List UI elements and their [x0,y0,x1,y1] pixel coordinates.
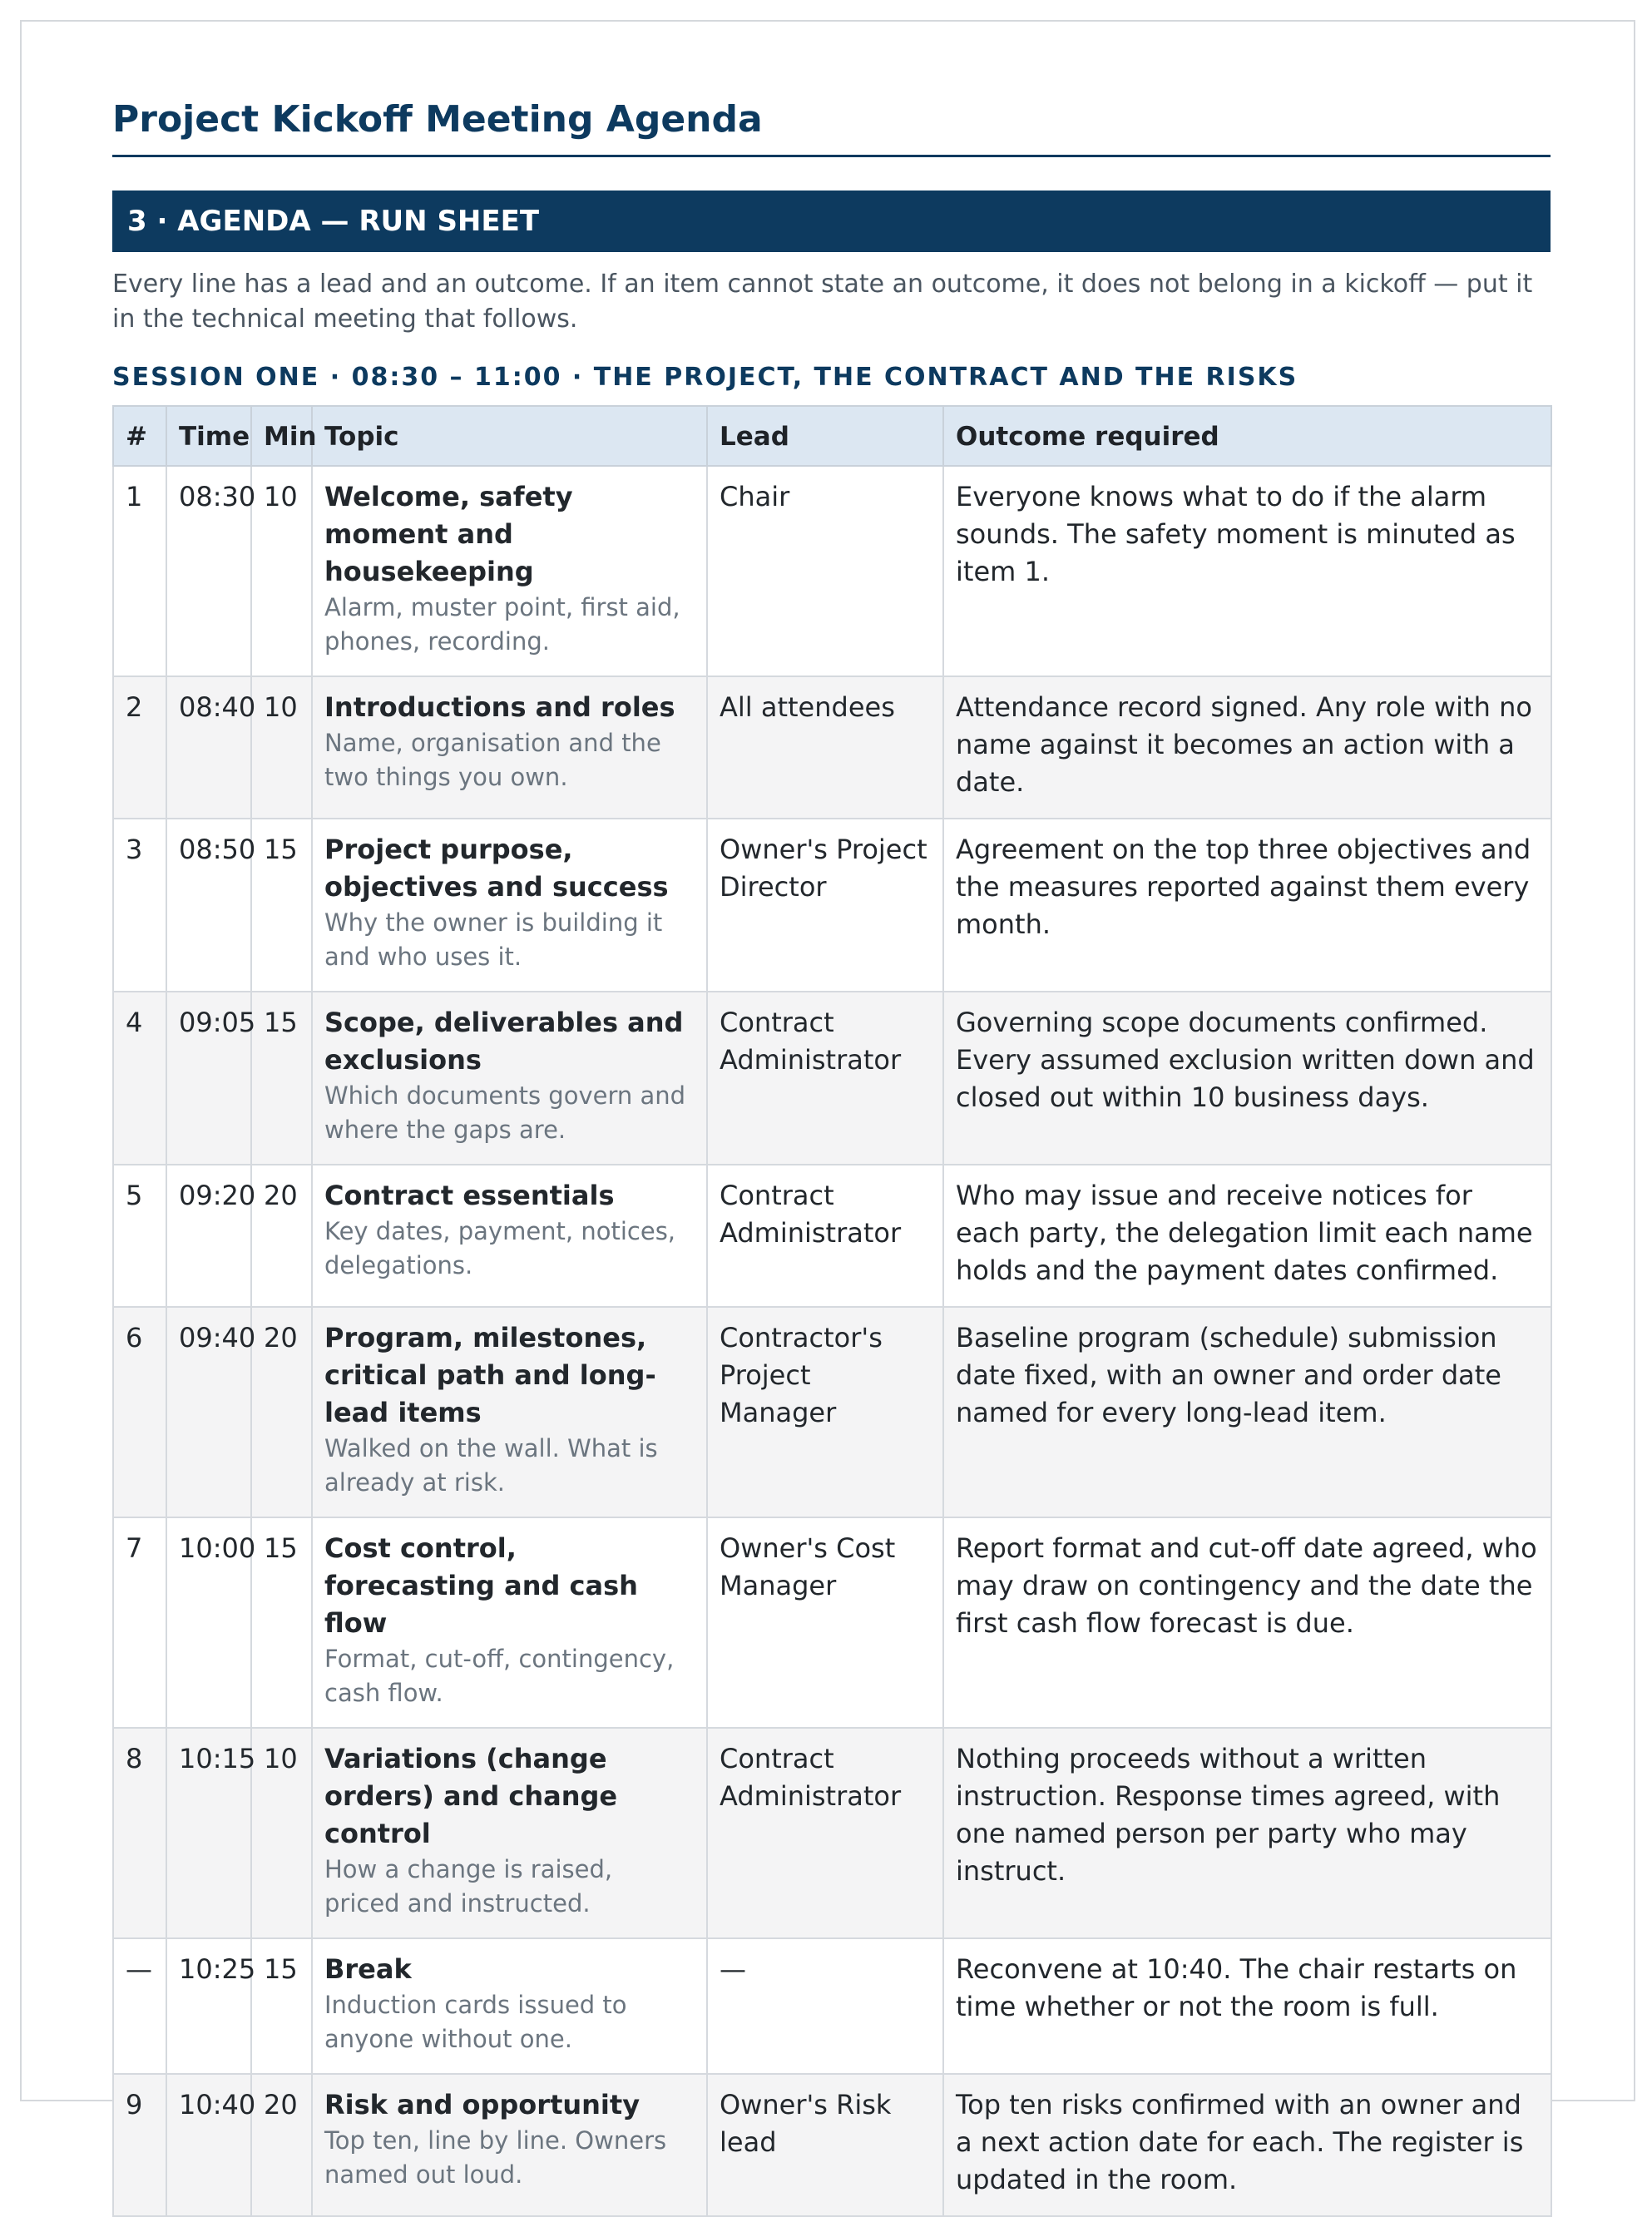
cell-outcome: Report format and cut-off date agreed, who may draw on contingency and the date the first cash flow forecast is due. [943,1517,1551,1728]
header-minutes: Min [251,406,312,466]
cell-outcome: Who may issue and receive notices for each party, the delegation limit each name holds and the payment dates confirmed. [943,1165,1551,1307]
intro-paragraph: Every line has a lead and an outcome. If an item cannot state an outcome, it does not belong in a kickoff — put it in the technical meeting that follows. [112,270,1533,334]
table-row [113,992,1551,1165]
cell-outcome: Attendance record signed. Any role with no name against it becomes an action with a date. [943,676,1551,819]
session-heading: SESSION ONE · 08:30 – 11:00 · THE PROJECT, THE CONTRACT AND THE RISKS [112,363,1298,392]
cell-outcome: Agreement on the top three objectives and the measures reported against them every month. [943,819,1551,992]
cell-lead: Contract Administrator [707,992,943,1165]
table-row [113,466,1551,676]
topic-description: Key dates, payment, notices, delegations. [324,1217,676,1279]
cell-minutes: 15 [251,1938,312,2074]
cell-time: 08:50 [166,819,251,992]
cell-topic [312,2074,707,2216]
cell-time: 09:20 [166,1165,251,1307]
cell-lead: — [707,1938,943,2074]
table-row [113,1938,1551,2074]
topic-description: Walked on the wall. What is already at risk. [324,1434,658,1497]
cell-time: 08:30 [166,466,251,676]
cell-time: 08:40 [166,676,251,819]
table-row [113,2074,1551,2216]
topic-description: Top ten, line by line. Owners named out loud. [324,2126,667,2189]
cell-minutes: 10 [251,676,312,819]
cell-lead: Owner's Risk lead [707,2074,943,2216]
table-row [113,676,1551,819]
cell-outcome: Top ten risks confirmed with an owner and a next action date for each. The register is updated in the room. [943,2074,1551,2216]
header-lead: Lead [707,406,943,466]
agenda-table-body [113,466,1551,2216]
cell-topic [312,1728,707,1938]
cell-minutes: 20 [251,2074,312,2216]
topic-description: Induction cards issued to anyone without one. [324,1991,627,2053]
topic-title: Break [324,1953,412,1985]
table-row [113,1517,1551,1728]
cell-time: 10:15 [166,1728,251,1938]
cell-minutes: 15 [251,992,312,1165]
topic-description: Why the owner is building it and who uses it. [324,908,663,971]
header-number: # [113,406,166,466]
cell-number: 4 [113,992,166,1165]
topic-title: Introductions and roles [324,691,675,723]
topic-description: Alarm, muster point, first aid, phones, recording. [324,593,680,656]
topic-title: Scope, deliverables and exclusions [324,1007,684,1076]
table-row [113,1307,1551,1517]
cell-outcome: Baseline program (schedule) submission date fixed, with an owner and order date named for every long-lead item. [943,1307,1551,1517]
cell-lead: Contract Administrator [707,1165,943,1307]
cell-time: 10:40 [166,2074,251,2216]
cell-number: 5 [113,1165,166,1307]
cell-minutes: 20 [251,1307,312,1517]
cell-number: 8 [113,1728,166,1938]
cell-number: 2 [113,676,166,819]
document-content [112,95,1551,2217]
topic-description: Format, cut-off, contingency, cash flow. [324,1645,675,1707]
topic-title: Project purpose, objectives and success [324,834,669,903]
cell-lead: Contract Administrator [707,1728,943,1938]
cell-minutes: 20 [251,1165,312,1307]
agenda-table [112,405,1552,2217]
cell-minutes: 10 [251,466,312,676]
cell-number: 1 [113,466,166,676]
topic-title: Cost control, forecasting and cash flow [324,1532,638,1639]
table-header-row [113,406,1551,466]
table-row [113,1165,1551,1307]
header-topic: Topic [312,406,707,466]
cell-number: 9 [113,2074,166,2216]
table-row [113,1728,1551,1938]
cell-lead: Chair [707,466,943,676]
cell-topic [312,1938,707,2074]
cell-lead: All attendees [707,676,943,819]
cell-number: 7 [113,1517,166,1728]
cell-topic [312,1517,707,1728]
cell-number: — [113,1938,166,2074]
cell-topic [312,1307,707,1517]
topic-title: Program, milestones, critical path and long-lead items [324,1322,656,1428]
document-page [20,20,1635,2195]
topic-title: Contract essentials [324,1180,615,1211]
cell-outcome: Reconvene at 10:40. The chair restarts on time whether or not the room is full. [943,1938,1551,2074]
cell-lead: Contractor's Project Manager [707,1307,943,1517]
cell-minutes: 15 [251,819,312,992]
cell-minutes: 15 [251,1517,312,1728]
page-title: Project Kickoff Meeting Agenda [112,95,1551,157]
cell-topic [312,819,707,992]
cell-time: 10:25 [166,1938,251,2074]
header-outcome: Outcome required [943,406,1551,466]
cell-outcome: Governing scope documents confirmed. Every assumed exclusion written down and closed out within 10 business days. [943,992,1551,1165]
topic-title: Risk and opportunity [324,2089,641,2121]
cell-outcome: Nothing proceeds without a written instruction. Response times agreed, with one named person per party who may instruct. [943,1728,1551,1938]
cell-number: 3 [113,819,166,992]
cell-time: 10:00 [166,1517,251,1728]
cell-lead: Owner's Cost Manager [707,1517,943,1728]
cell-topic [312,1165,707,1307]
cell-topic [312,676,707,819]
topic-description: Which documents govern and where the gaps are. [324,1081,686,1144]
cell-outcome: Everyone knows what to do if the alarm sounds. The safety moment is minuted as item 1. [943,466,1551,676]
section-heading: 3 · AGENDA — RUN SHEET [112,191,1551,252]
cell-time: 09:40 [166,1307,251,1517]
cell-number: 6 [113,1307,166,1517]
topic-description: Name, organisation and the two things you own. [324,729,661,791]
table-row [113,819,1551,992]
header-time: Time [166,406,251,466]
cell-topic [312,466,707,676]
topic-description: How a change is raised, priced and instructed. [324,1855,613,1918]
cell-time: 09:05 [166,992,251,1165]
cell-lead: Owner's Project Director [707,819,943,992]
topic-title: Welcome, safety moment and housekeeping [324,481,573,587]
cell-minutes: 10 [251,1728,312,1938]
cell-topic [312,992,707,1165]
topic-title: Variations (change orders) and change control [324,1743,618,1849]
